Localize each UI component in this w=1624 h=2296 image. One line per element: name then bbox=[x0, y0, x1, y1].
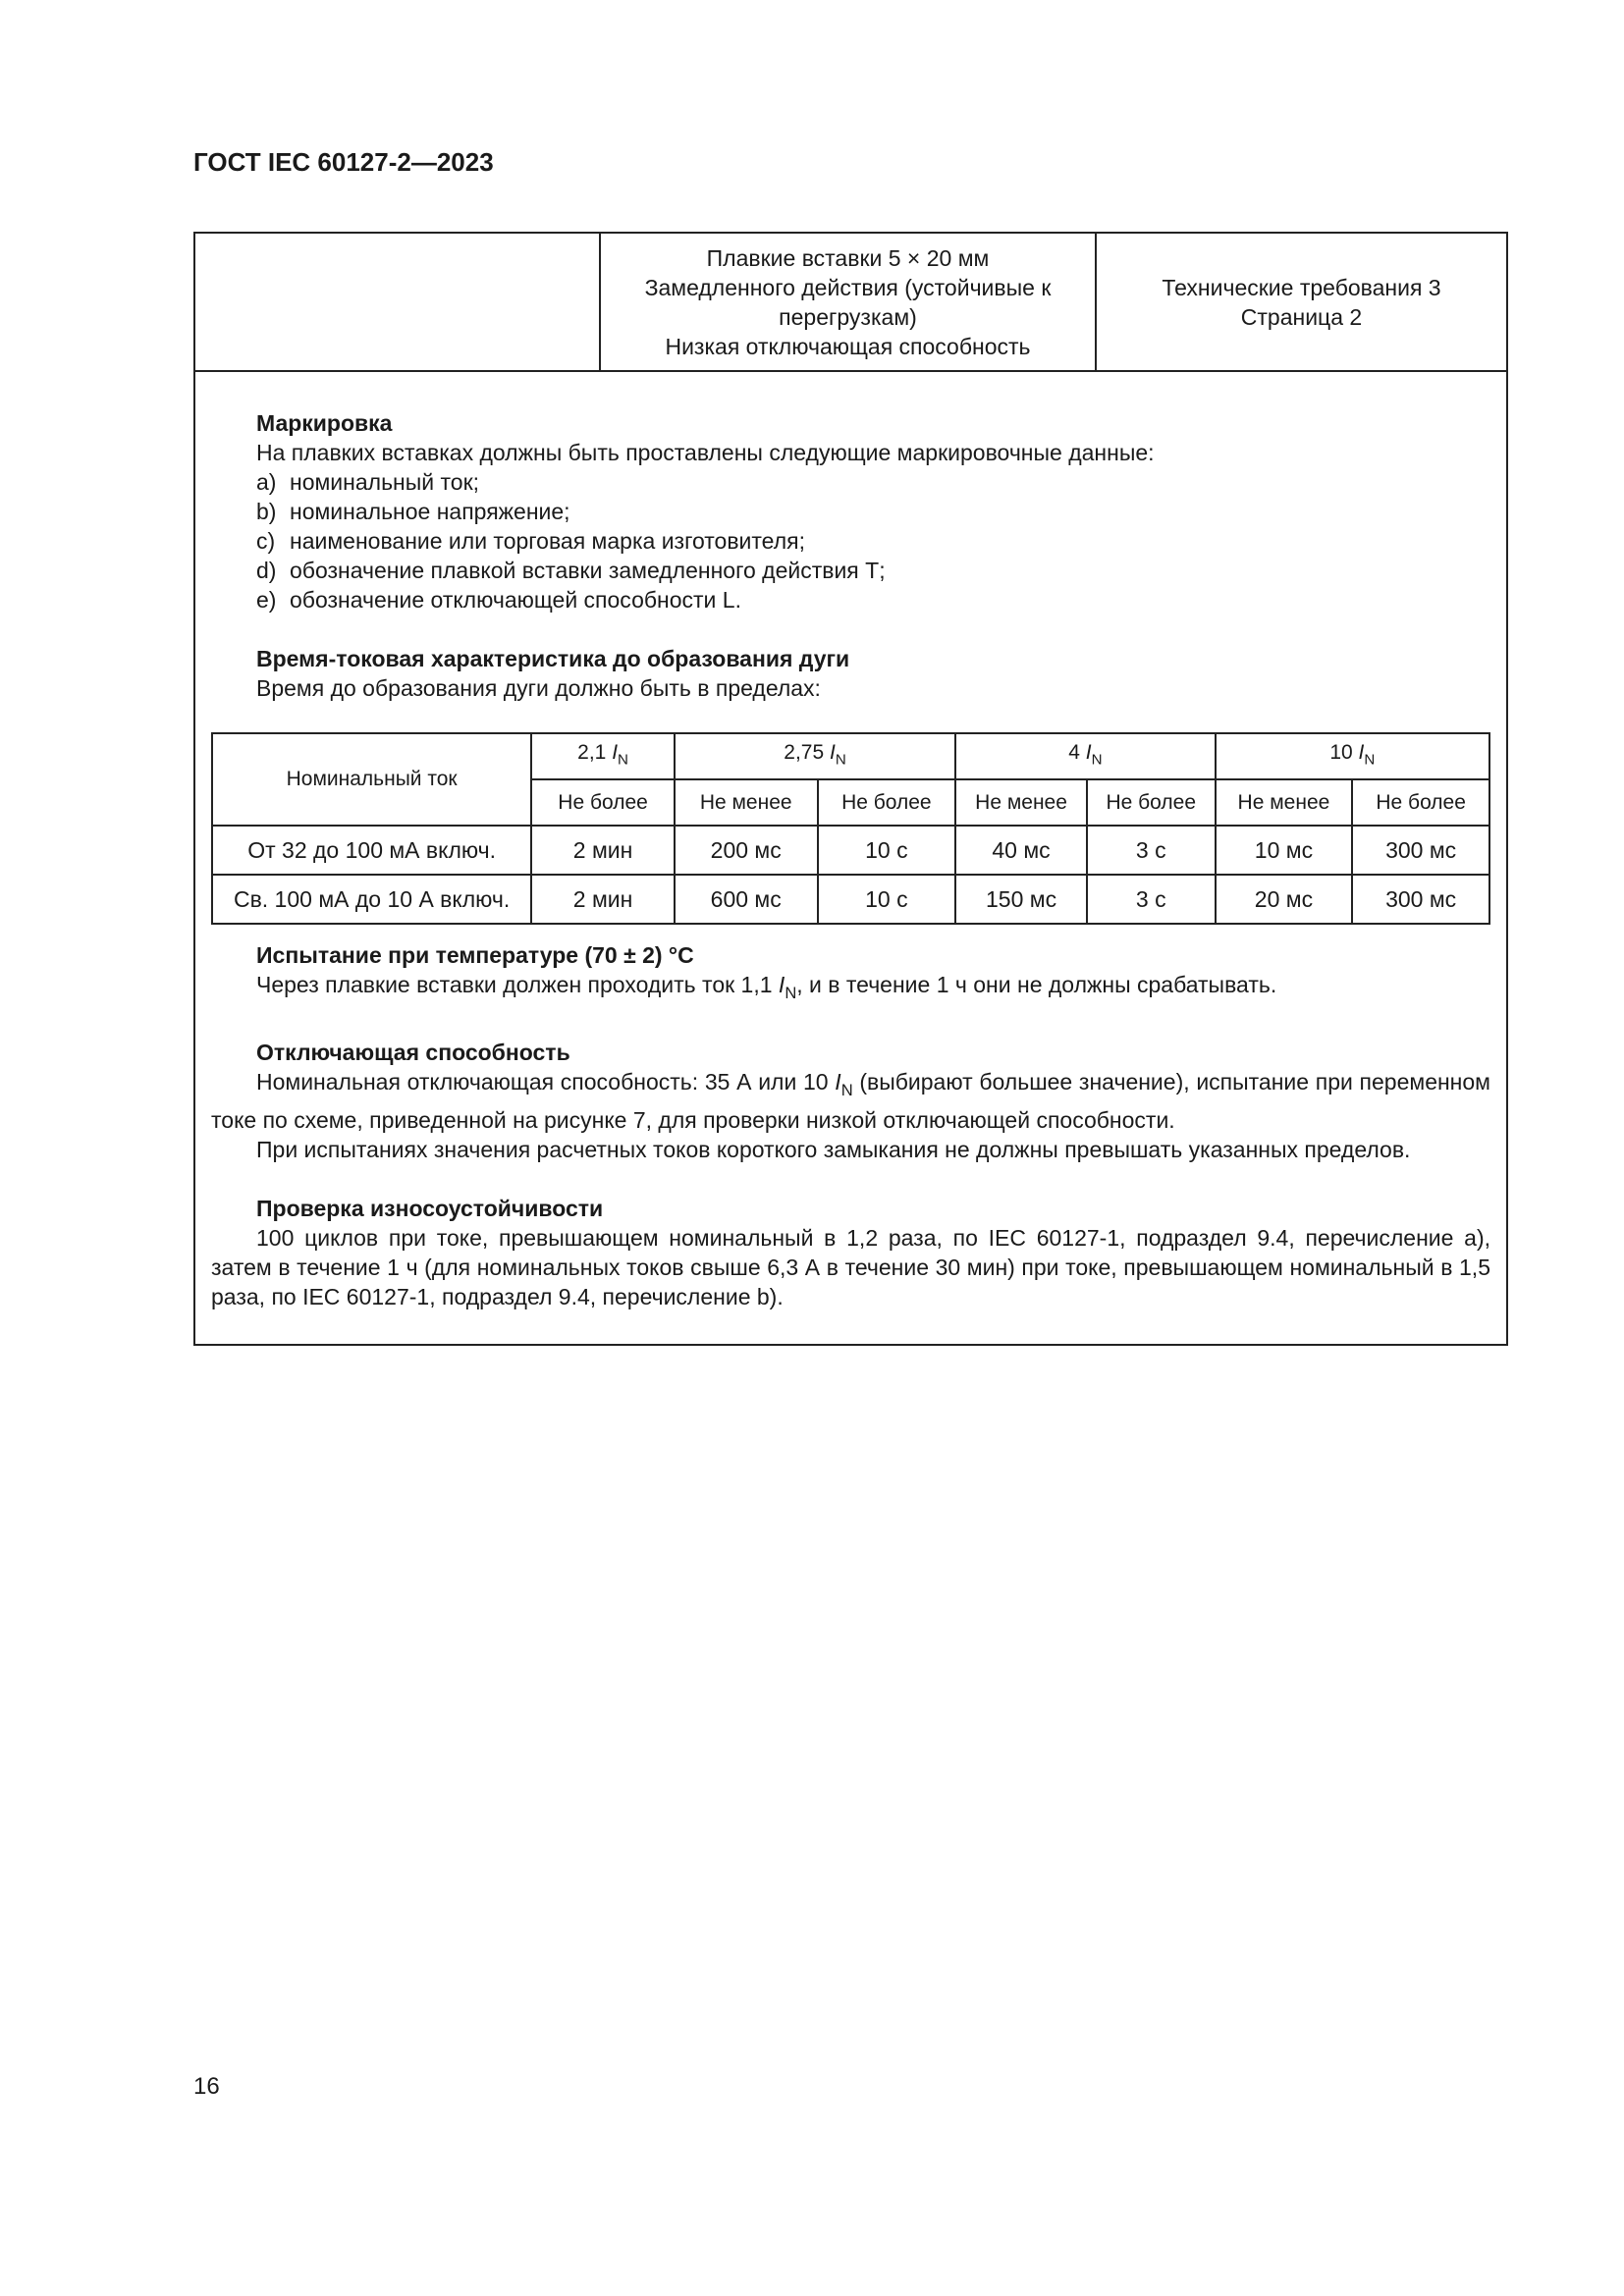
page-number: 16 bbox=[193, 2073, 220, 2100]
document-id: ГОСТ IEC 60127-2—2023 bbox=[193, 147, 494, 177]
temperature-test-text: Через плавкие вставки должен проходить ток 1,1 $I_N$, и в течение 1 ч они не должны срабатывать. bbox=[256, 972, 1277, 1002]
time-current-intro: Время до образования дуги должно быть в пределах: bbox=[256, 675, 821, 701]
current-group-header: 10 $I_N$ bbox=[1216, 733, 1489, 779]
section-title-marking: Маркировка bbox=[256, 410, 393, 436]
rated-current-header: Номинальный ток bbox=[212, 733, 531, 826]
list-item: c) наименование или торговая марка изготовителя; bbox=[256, 528, 805, 554]
table-cell: 300 мс bbox=[1352, 826, 1489, 875]
limit-subheader: Не более bbox=[531, 779, 675, 826]
limit-subheader: Не менее bbox=[1216, 779, 1353, 826]
table-cell: 600 мс bbox=[675, 875, 818, 924]
list-item: e) обозначение отключающей способности L. bbox=[256, 587, 741, 613]
limit-subheader: Не более bbox=[818, 779, 956, 826]
list-item: d) обозначение плавкой вставки замедленного действия Т; bbox=[256, 558, 886, 583]
section-title-temperature-test: Испытание при температуре (70 ± 2) °С bbox=[256, 942, 694, 968]
endurance-text: 100 циклов при токе, превышающем номинальный в 1,2 раза, по IEC 60127-1, подраздел 9.4, перечисление а), затем в течение 1 ч (для номинальных токов свыше 6,3 А в течение 30 мин) при токе, превышающем номинальный в 1,5 раза, по IEC 60127-1, подраздел 9.4, перечисление b). bbox=[211, 1224, 1490, 1309]
product-line: Низкая отключающая способность bbox=[665, 333, 1031, 359]
table-row bbox=[212, 826, 1489, 875]
table-row bbox=[212, 875, 1489, 924]
list-item: b) номинальное напряжение; bbox=[256, 499, 570, 524]
standard-sheet-frame bbox=[193, 232, 1508, 1346]
row-label: От 32 до 100 мА включ. bbox=[212, 826, 531, 875]
marking-intro: На плавких вставках должны быть проставлены следующие маркировочные данные: bbox=[256, 440, 1155, 465]
current-group-header: 4 $I_N$ bbox=[955, 733, 1215, 779]
product-line: Замедленного действия (устойчивые к bbox=[644, 274, 1052, 300]
table-cell: 10 с bbox=[818, 875, 956, 924]
table-cell: 3 с bbox=[1087, 875, 1216, 924]
limit-subheader: Не менее bbox=[955, 779, 1087, 826]
row-label: Св. 100 мА до 10 А включ. bbox=[212, 875, 531, 924]
product-line: перегрузкам) bbox=[779, 303, 917, 330]
title-block-sheet-ref bbox=[1097, 234, 1506, 370]
current-group-header: 2,1 $I_N$ bbox=[531, 733, 675, 779]
limit-subheader: Не более bbox=[1352, 779, 1489, 826]
table-cell: 300 мс bbox=[1352, 875, 1489, 924]
sheet-body bbox=[211, 408, 1490, 1311]
list-item: a) номинальный ток; bbox=[256, 469, 480, 495]
title-block bbox=[195, 234, 1506, 372]
table-cell: 150 мс bbox=[955, 875, 1087, 924]
current-group-header: 2,75 $I_N$ bbox=[675, 733, 955, 779]
table-cell: 3 с bbox=[1087, 826, 1216, 875]
breaking-capacity-note: При испытаниях значения расчетных токов короткого замыкания не должны превышать указанных пределов. bbox=[256, 1136, 1411, 1162]
table-cell: 200 мс bbox=[675, 826, 818, 875]
table-cell: 10 мс bbox=[1216, 826, 1353, 875]
time-current-table bbox=[211, 732, 1490, 925]
limit-subheader: Не менее bbox=[675, 779, 818, 826]
table-cell: 2 мин bbox=[531, 826, 675, 875]
table-cell: 10 с bbox=[818, 826, 956, 875]
section-title-endurance: Проверка износоустойчивости bbox=[256, 1195, 604, 1221]
title-block-empty-cell bbox=[195, 234, 601, 370]
limit-subheader: Не более bbox=[1087, 779, 1216, 826]
section-title-breaking-capacity: Отключающая способность bbox=[256, 1039, 570, 1065]
table-cell: 40 мс bbox=[955, 826, 1087, 875]
sheet-ref-line: Страница 2 bbox=[1240, 303, 1363, 330]
table-cell: 2 мин bbox=[531, 875, 675, 924]
product-line: Плавкие вставки 5 × 20 мм bbox=[706, 244, 990, 271]
section-title-time-current: Время-токовая характеристика до образования дуги bbox=[256, 646, 850, 671]
breaking-capacity-text: Номинальная отключающая способность: 35 А или 10 $I_N$ (выбирают большее значение), испытание при переменном токе по схеме, приведенной на рисунке 7, для проверки низкой отключающей способности. bbox=[211, 1068, 1490, 1133]
table-cell: 20 мс bbox=[1216, 875, 1353, 924]
sheet-ref-line: Технические требования 3 bbox=[1162, 274, 1441, 300]
title-block-product bbox=[601, 234, 1097, 370]
